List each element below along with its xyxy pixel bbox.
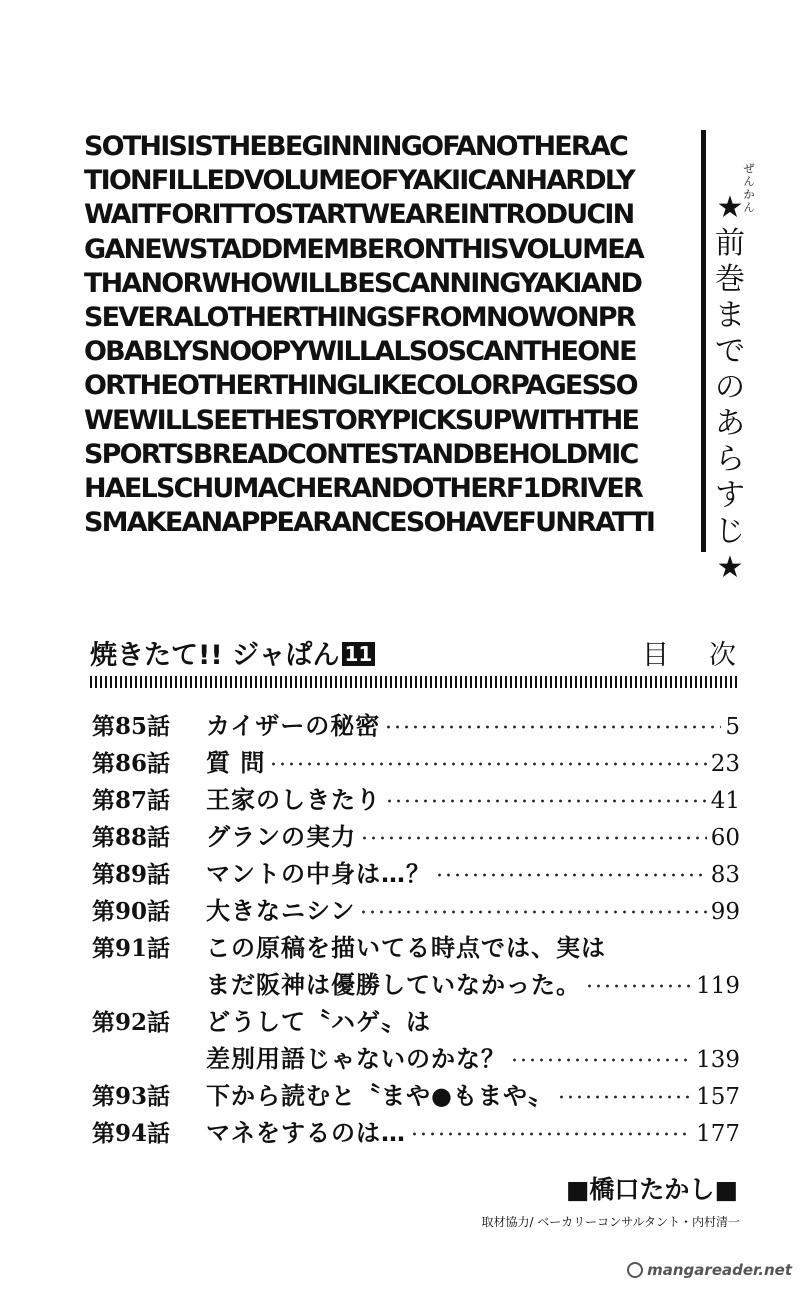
page-number: 157 bbox=[696, 1084, 740, 1110]
page-number: 83 bbox=[710, 862, 740, 888]
toc-row bbox=[92, 1004, 740, 1041]
chapter-entry bbox=[206, 745, 740, 783]
chapter-title: どうして〝ハゲ〟は bbox=[206, 1008, 431, 1036]
chapter-title: 差別用語じゃないのかな？ bbox=[206, 1045, 506, 1073]
toc-row bbox=[92, 782, 740, 819]
toc-row bbox=[92, 1078, 740, 1115]
summary-line: GANEWSTADDMEMBERONTHISVOLUMEA bbox=[84, 233, 643, 265]
chapter-title: まだ阪神は優勝していなかった。 bbox=[206, 971, 581, 999]
chapter-title: この原稿を描いてる時点では、実は bbox=[206, 934, 606, 962]
watermark: mangareader.net bbox=[627, 1261, 792, 1279]
credit-line: 取材協力/ ベーカリーコンサルタント・内村清一 bbox=[481, 1215, 740, 1229]
dot-leader bbox=[360, 835, 707, 841]
summary-divider bbox=[701, 130, 706, 552]
chapter-entry bbox=[206, 1041, 740, 1079]
chapter-number: 第86話 bbox=[92, 750, 171, 777]
summary-line: SPORTSBREADCONTESTANDBEHOLDMIC bbox=[84, 438, 638, 470]
contents-label: 目次 bbox=[642, 640, 776, 671]
chapter-number: 第87話 bbox=[92, 787, 171, 814]
dot-leader bbox=[269, 761, 706, 767]
chapter-title: カイザーの秘密 bbox=[206, 712, 381, 740]
summary-line: WAITFORITTOSTARTWEAREINTRODUCIN bbox=[84, 199, 634, 231]
chapter-entry bbox=[206, 893, 740, 931]
dot-leader bbox=[510, 1057, 692, 1063]
page-number: 119 bbox=[696, 973, 740, 999]
chapter-entry bbox=[206, 819, 740, 857]
chapter-entry bbox=[206, 930, 740, 967]
summary-line: THANORWHOWILLBESCANNINGYAKIAND bbox=[84, 267, 642, 299]
chapter-entry bbox=[206, 1115, 740, 1153]
toc-row bbox=[92, 1041, 740, 1078]
chapter-entry bbox=[206, 856, 740, 894]
chapter-number: 第93話 bbox=[92, 1083, 171, 1110]
toc-row bbox=[92, 745, 740, 782]
chapter-number: 第85話 bbox=[92, 713, 171, 740]
toc-header bbox=[90, 633, 776, 671]
summary-line: ORTHEOTHERTHINGLIKECOLORPAGESSO bbox=[84, 370, 637, 402]
dot-leader bbox=[410, 1131, 692, 1137]
dot-leader bbox=[385, 798, 707, 804]
author-name: ■橋口たかし■ bbox=[565, 1175, 738, 1204]
toc-row bbox=[92, 893, 740, 930]
toc-row bbox=[92, 856, 740, 893]
summary-line: SMAKEANAPPEARANCESOHAVEFUNRATTI bbox=[84, 507, 655, 539]
chapter-number: 第89話 bbox=[92, 861, 171, 888]
chapter-number: 第92話 bbox=[92, 1009, 171, 1036]
summary-line: SOTHISISTHEBEGINNINGOFANOTHERAC bbox=[84, 131, 627, 162]
chapter-entry bbox=[206, 1004, 740, 1041]
chapter-title: マネをするのは… bbox=[206, 1119, 406, 1147]
summary-text bbox=[84, 130, 696, 540]
chapter-entry bbox=[206, 1078, 740, 1116]
chapter-title: マントの中身は…？ bbox=[206, 860, 431, 888]
chapter-number: 第94話 bbox=[92, 1120, 171, 1147]
chapter-entry bbox=[206, 967, 740, 1005]
chapter-number: 第91話 bbox=[92, 935, 171, 962]
dot-leader bbox=[557, 1094, 692, 1100]
toc-row bbox=[92, 930, 740, 967]
chapter-title: 王家のしきたり bbox=[206, 786, 381, 814]
page-number: 177 bbox=[696, 1121, 740, 1147]
chapter-entry bbox=[206, 708, 740, 746]
summary-line: OBABLYSNOOPYWILLALSOSCANTHEONE bbox=[84, 336, 636, 368]
chapter-title: 質 問 bbox=[206, 749, 266, 777]
watermark-logo-icon bbox=[627, 1262, 643, 1278]
chapter-entry bbox=[206, 782, 740, 820]
summary-line: TIONFILLEDVOLUMEOFYAKIICANHARDLY bbox=[84, 165, 634, 197]
series-title: 焼きたて!! ジャぱん 11 bbox=[90, 633, 375, 672]
page-number: 23 bbox=[710, 751, 740, 777]
page-number: 99 bbox=[710, 899, 740, 925]
chapter-title: 下から読むと〝まや●もまや〟 bbox=[206, 1082, 553, 1110]
page-number: 41 bbox=[710, 788, 740, 814]
toc-row bbox=[92, 708, 740, 745]
page-number: 60 bbox=[710, 825, 740, 851]
page-number: 5 bbox=[725, 714, 740, 740]
side-heading-ruby: ぜんかん bbox=[743, 162, 755, 214]
tick-rule-divider bbox=[90, 676, 738, 688]
toc-row bbox=[92, 967, 740, 1004]
dot-leader bbox=[585, 983, 692, 989]
chapter-number: 第88話 bbox=[92, 824, 171, 851]
side-heading: ★前巻までのあらすじ★ bbox=[715, 190, 745, 585]
toc-row bbox=[92, 1115, 740, 1152]
chapter-number: 第90話 bbox=[92, 898, 171, 925]
summary-line: HAELSCHUMACHERANDOTHERF1DRIVER bbox=[84, 472, 643, 504]
dot-leader bbox=[435, 872, 707, 878]
summary-line: WEWILLSEETHESTORYPICKSUPWITHTHE bbox=[84, 404, 639, 436]
dot-leader bbox=[359, 909, 706, 915]
chapter-title: グランの実力 bbox=[206, 823, 356, 851]
toc-row bbox=[92, 819, 740, 856]
summary-line: SEVERALOTHERTHINGSFROMNOWONPR bbox=[84, 301, 635, 333]
page-number: 139 bbox=[696, 1047, 740, 1073]
chapter-title: 大きなニシン bbox=[206, 897, 356, 925]
dot-leader bbox=[384, 724, 721, 730]
table-of-contents bbox=[92, 708, 740, 1152]
volume-badge: 11 bbox=[342, 642, 376, 666]
